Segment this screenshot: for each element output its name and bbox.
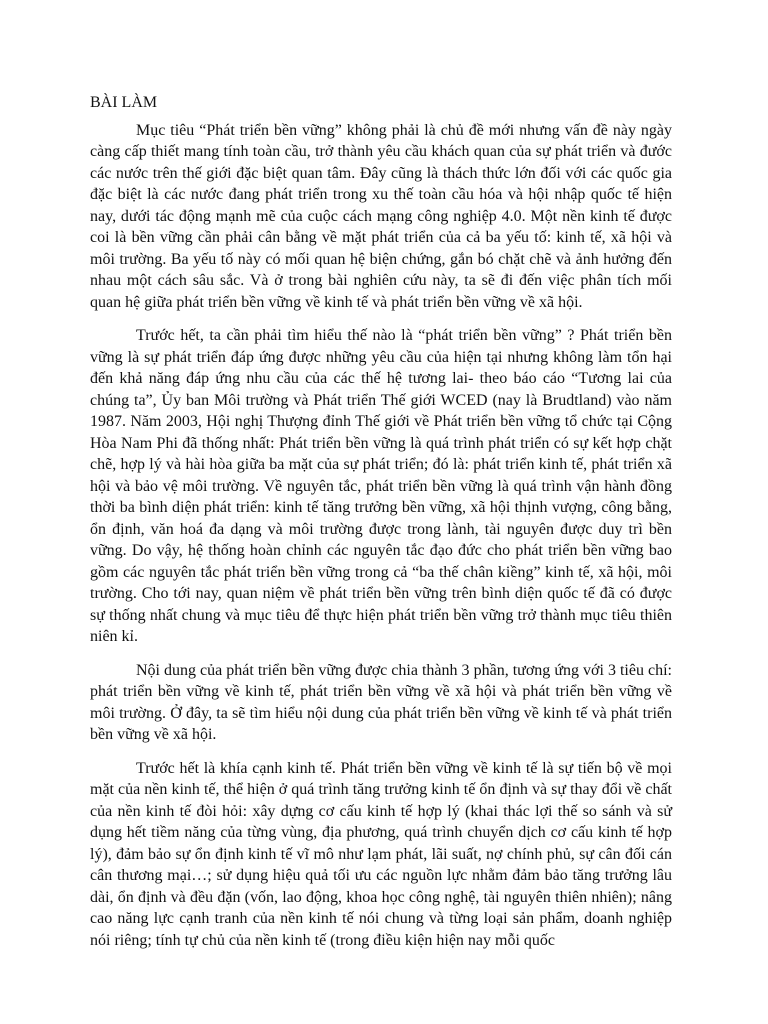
paragraph-economy: Trước hết là khía cạnh kinh tế. Phát triển bền vững về kinh tế là sự tiến bộ về mọi mặt của nền kinh tế, thể hiện ở quá trình tăng trưởng kinh tế ổn định và sự thay đổi về chất của nền kinh tế đòi hỏi: xây dựng cơ cấu kinh tế hợp lý (khai thác lợi thế so sánh và sử dụng hết tiềm năng của từng vùng, địa phương, quá trình chuyển dịch cơ cấu kinh tế hợp lý), đảm bảo sự ổn định kinh tế vĩ mô như lạm phát, lãi suất, nợ chính phủ, sự cân đối cán cân thương mại…; sử dụng hiệu quả tối ưu các nguồn lực nhằm đảm bảo tăng trưởng lâu dài, ổn định và đều đặn (vốn, lao động, khoa học công nghệ, tài nguyên thiên nhiên); nâng cao năng lực cạnh tranh của nền kinh tế nói chung và từng loại sản phẩm, doanh nghiệp nói riêng; tính tự chủ của nền kinh tế (trong điều kiện hiện nay mỗi quốc — [90, 759, 672, 949]
document-heading: BÀI LÀM — [90, 94, 158, 111]
paragraph-definition: Trước hết, ta cần phải tìm hiểu thế nào là “phát triển bền vững” ? Phát triển bền vững là sự phát triển đáp ứng được những yêu cầu của hiện tại nhưng không làm tổn hại đến khả năng đáp ứng nhu cầu của các thế hệ tương lai- theo báo cáo “Tương lai của chúng ta”, Ủy ban Môi trường và Phát triển Thế giới WCED (nay là Brudtland) vào năm 1987. Năm 2003, Hội nghị Thượng đỉnh Thế giới về Phát triển bền vững tổ chức tại Cộng Hòa Nam Phi đã thống nhất: Phát triển bền vững là quá trình phát triển có sự kết hợp chặt chẽ, hợp lý và hài hòa giữa ba mặt của sự phát triển; đó là: phát triển kinh tế, phát triển xã hội và bảo vệ môi trường. Về nguyên tắc, phát triển bền vững là quá trình vận hành đồng thời ba bình diện phát triển: kinh tế tăng trưởng bền vững, xã hội thịnh vượng, công bằng, ổn định, văn hoá đa dạng và môi trường được trong lành, tài nguyên được duy trì bền vững. Do vậy, hệ thống hoàn chỉnh các nguyên tắc đạo đức cho phát triển bền vững bao gồm các nguyên tắc phát triển bền vững trong cả “ba thế chân kiềng” kinh tế, xã hội, môi trường. Cho tới nay, quan niệm về phát triển bền vững trên bình diện quốc tế đã có được sự thống nhất chung và mục tiêu để thực hiện phát triển bền vững trở thành mục tiêu thiên niên kỉ. — [90, 327, 672, 645]
paragraph-content: Nội dung của phát triển bền vững được chia thành 3 phần, tương ứng với 3 tiêu chí: phát triển bền vững về kinh tế, phát triển bền vững về xã hội và phát triển bền vững về môi trường. Ở đây, ta sẽ tìm hiểu nội dung của phát triển bền vững về kinh tế và phát triển bền vững về xã hội. — [90, 661, 672, 743]
paragraph-intro: Mục tiêu “Phát triển bền vững” không phải là chủ đề mới nhưng vấn đề này ngày càng cấp thiết mang tính toàn cầu, trở thành yêu cầu khách quan của sự phát triển và đước các nước trên thế giới đặc biệt quan tâm. Đây cũng là thách thức lớn đối với các quốc gia đặc biệt là các nước đang phát triển trong xu thế toàn cầu hóa và hội nhập quốc tế hiện nay, dưới tác động mạnh mẽ của cuộc cách mạng công nghiệp 4.0. Một nền kinh tế được coi là bền vững cần phải cân bằng về mặt phát triển của cả ba yếu tố: kinh tế, xã hội và môi trường. Ba yếu tố này có mối quan hệ biện chứng, gắn bó chặt chẽ và ảnh hưởng đến nhau một cách sâu sắc. Và ở trong bài nghiên cứu này, ta sẽ đi đến việc phân tích mối quan hệ giữa phát triển bền vững về kinh tế và phát triển bền vững về xã hội. — [90, 121, 672, 311]
